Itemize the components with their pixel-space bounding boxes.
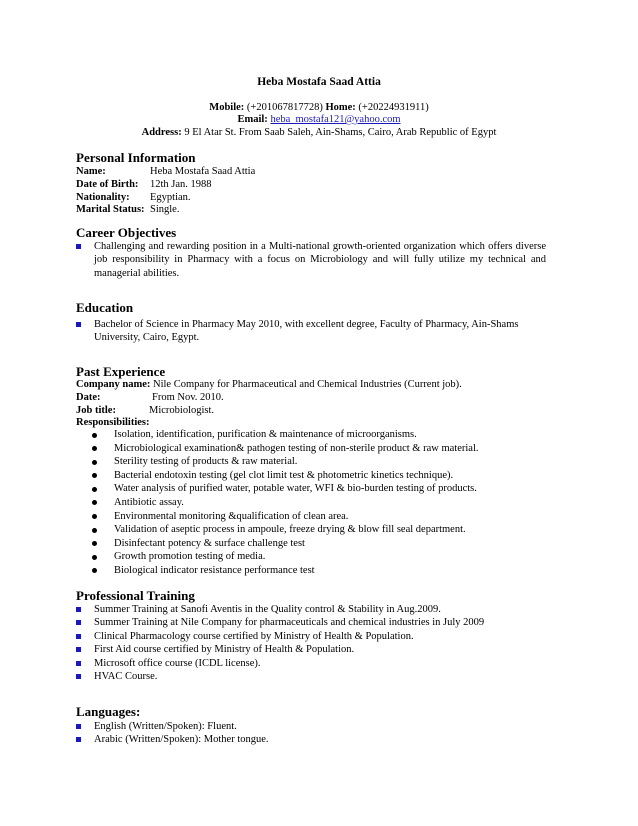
languages-heading: Languages: — [76, 704, 141, 719]
list-item: Validation of aseptic process in ampoule, freeze drying & blow fill seal department. — [92, 523, 478, 537]
bullet-icon — [92, 568, 97, 573]
education-heading: Education — [76, 300, 134, 315]
bullet-icon — [92, 487, 97, 492]
square-bullet-icon — [76, 607, 81, 612]
education-list — [76, 318, 546, 345]
objectives-list — [76, 240, 546, 280]
list-item: Sterility testing of products & raw material. — [92, 455, 478, 469]
list-item: Environmental monitoring &qualification of clean area. — [92, 510, 478, 524]
list-item: Bacterial endotoxin testing (gel clot limit test & photometric kinetics technique). — [92, 469, 478, 483]
square-bullet-icon — [76, 737, 81, 742]
mobile-label: Mobile: — [209, 102, 245, 113]
home-value: (+20224931911) — [358, 102, 429, 113]
candidate-name: Heba Mostafa Saad Attia — [257, 76, 381, 88]
list-item: Clinical Pharmacology course certified by Ministry of Health & Population. — [76, 630, 546, 643]
personal-label: Nationality: — [76, 192, 130, 203]
bullet-icon — [92, 514, 97, 519]
responsibilities-list — [92, 428, 478, 578]
responsibilities-label: Responsibilities: — [76, 417, 150, 428]
bullet-icon — [92, 500, 97, 505]
contact-address — [0, 127, 638, 138]
personal-value: Single. — [150, 204, 180, 215]
square-bullet-icon — [76, 634, 81, 639]
email-label: Email: — [237, 114, 268, 125]
list-item: English (Written/Spoken): Fluent. — [76, 720, 546, 733]
home-label: Home: — [325, 102, 356, 113]
list-item: Biological indicator resistance performance test — [92, 564, 478, 578]
company-label: Company name: — [76, 379, 151, 390]
personal-value: Egyptian. — [150, 192, 191, 203]
training-list — [76, 603, 546, 683]
experience-heading: Past Experience — [76, 364, 166, 379]
list-item: Antibiotic assay. — [92, 496, 478, 510]
personal-label: Marital Status: — [76, 204, 145, 215]
personal-value: Heba Mostafa Saad Attia — [150, 166, 256, 177]
bullet-icon — [92, 473, 97, 478]
company-value: Nile Company for Pharmaceutical and Chemical Industries (Current job). — [153, 379, 462, 390]
list-item: Summer Training at Sanofi Aventis in the Quality control & Stability in Aug.2009. — [76, 603, 546, 616]
email-link[interactable]: heba_mostafa121@yahoo.com — [270, 114, 401, 125]
bullet-icon — [92, 528, 97, 533]
bullet-icon — [92, 555, 97, 560]
square-bullet-icon — [76, 647, 81, 652]
square-bullet-icon — [76, 674, 81, 679]
list-item: Water analysis of purified water, potable water, WFI & bio-burden testing of products. — [92, 482, 478, 496]
list-item: Bachelor of Science in Pharmacy May 2010, with excellent degree, Faculty of Pharmacy, Ain-Shams University, Cairo, Egypt. — [76, 318, 546, 345]
square-bullet-icon — [76, 244, 81, 249]
bullet-icon — [92, 460, 97, 465]
personal-value: 12th Jan. 1988 — [150, 179, 212, 190]
personal-label: Name: — [76, 166, 106, 177]
contact-email — [0, 114, 638, 125]
bullet-icon — [92, 433, 97, 438]
date-value: From Nov. 2010. — [152, 392, 224, 403]
job-label: Job title: — [76, 405, 116, 416]
languages-list — [76, 720, 546, 747]
job-value: Microbiologist. — [149, 405, 215, 416]
list-item: First Aid course certified by Ministry of Health & Population. — [76, 643, 546, 656]
address-label: Address: — [141, 127, 182, 138]
list-item: Growth promotion testing of media. — [92, 550, 478, 564]
contact-phones — [0, 102, 638, 113]
list-item: Summer Training at Nile Company for pharmaceuticals and chemical industries in July 2009 — [76, 616, 546, 629]
list-item: Arabic (Written/Spoken): Mother tongue. — [76, 733, 546, 746]
bullet-icon — [92, 446, 97, 451]
list-item: HVAC Course. — [76, 670, 546, 683]
objectives-heading: Career Objectives — [76, 225, 177, 240]
address-value: 9 El Atar St. From Saab Saleh, Ain-Shams, Cairo, Arab Republic of Egypt — [184, 127, 497, 138]
list-item: Microsoft office course (ICDL license). — [76, 657, 546, 670]
list-item: Isolation, identification, purification & maintenance of microorganisms. — [92, 428, 478, 442]
square-bullet-icon — [76, 724, 81, 729]
date-label: Date: — [76, 392, 101, 403]
experience-company — [76, 378, 462, 391]
mobile-value: (+201067817728) — [246, 102, 323, 113]
list-item: Microbiological examination& pathogen testing of non-sterile product & raw material. — [92, 442, 478, 456]
personal-label: Date of Birth: — [76, 179, 139, 190]
training-heading: Professional Training — [76, 588, 195, 603]
list-item: Disinfectant potency & surface challenge test — [92, 537, 478, 551]
square-bullet-icon — [76, 620, 81, 625]
square-bullet-icon — [76, 322, 81, 327]
bullet-icon — [92, 541, 97, 546]
square-bullet-icon — [76, 661, 81, 666]
personal-heading: Personal Information — [76, 150, 196, 165]
list-item: Challenging and rewarding position in a Multi-national growth-oriented organization which offers diverse job responsibility in Pharmacy with a focus on Microbiology and will fully utilize my technical and managerial abilities. — [76, 240, 546, 280]
